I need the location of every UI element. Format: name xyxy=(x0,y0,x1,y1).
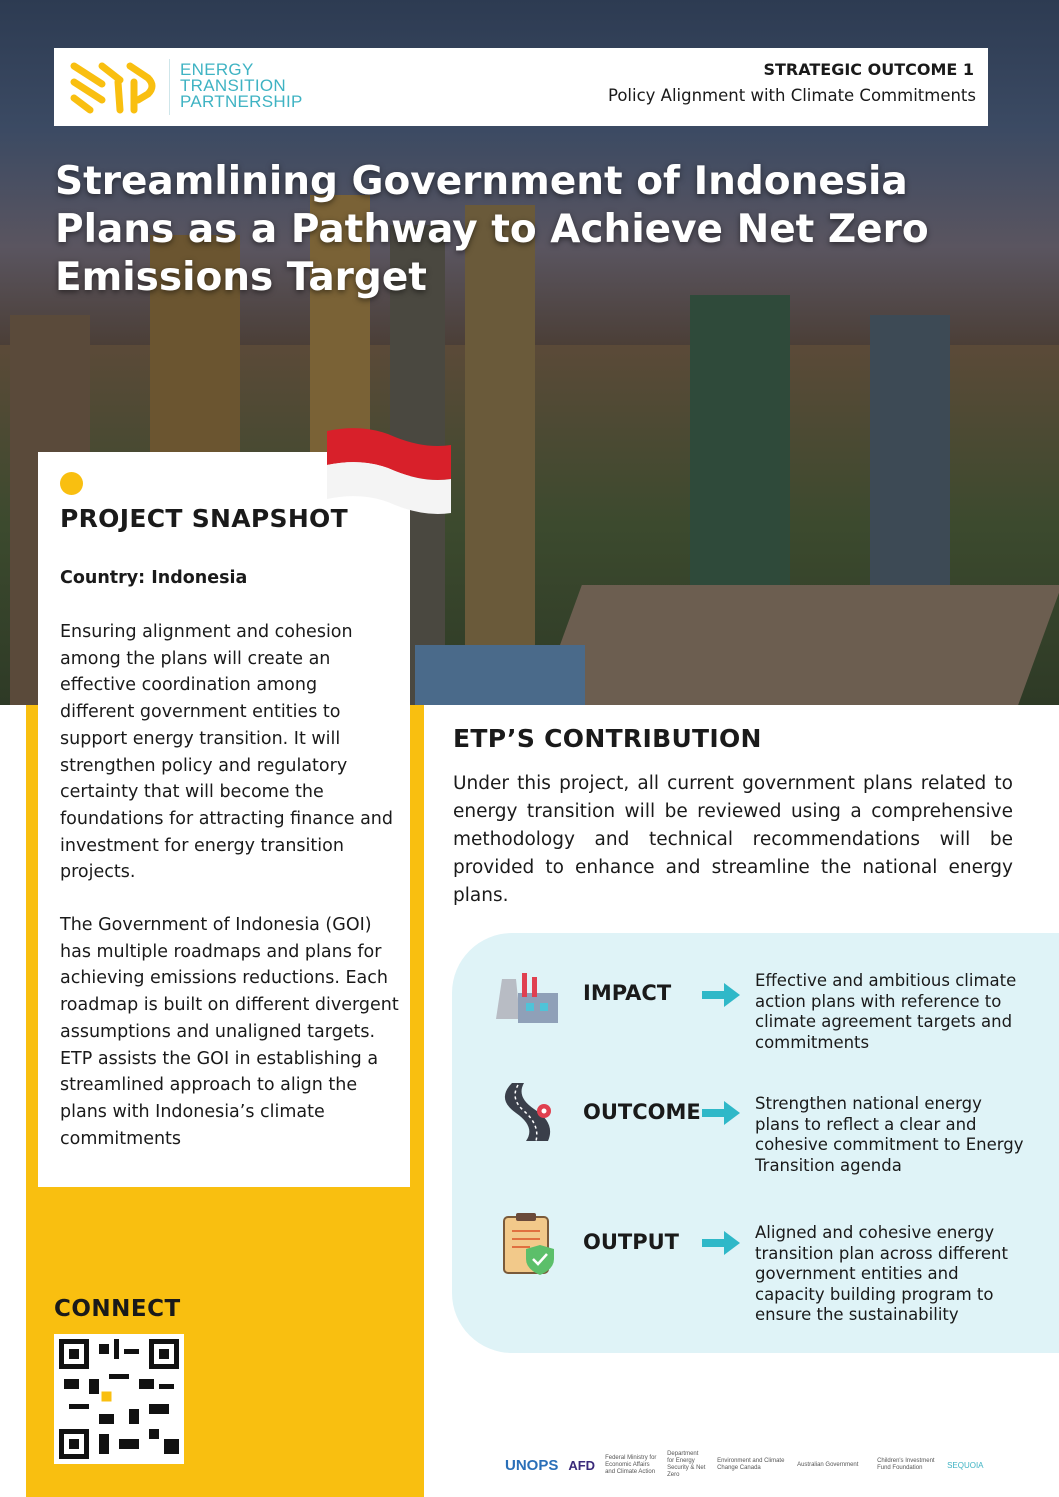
partner-canada: Environment and Climate Change Canada xyxy=(717,1458,785,1471)
arrow-right-icon xyxy=(702,1231,740,1255)
impact-description: Effective and ambitious climate action plans with reference to climate agreement targets and commitments xyxy=(755,971,1017,1052)
results-panel xyxy=(452,933,1059,1353)
contribution-text: Under this project, all current government plans related to energy transition will be reviewed using a comprehensive methodology and technical recommendations will be provided to enhance and streamline the national energy plans. xyxy=(453,773,1013,906)
qr-code[interactable] xyxy=(54,1334,184,1464)
output-description: Aligned and cohesive energy transition plan across different government entities and capacity building program to ensure the sustainability xyxy=(755,1223,1008,1324)
indonesia-flag-icon xyxy=(325,423,453,519)
snapshot-paragraph-1: Ensuring alignment and cohesion among the plans will create an effective coordination among different government entities to support energy transition. It will strengthen policy and regulatory certainty that will become the foundations for attracting finance and investment for energy transition projects. xyxy=(60,622,393,883)
contribution-heading: ETP’S CONTRIBUTION xyxy=(453,724,762,753)
partner-bmwk: Federal Ministry for Economic Affairs and Climate Action xyxy=(605,1454,657,1475)
etp-logo-icon xyxy=(68,60,160,116)
partner-logos xyxy=(505,1445,1055,1485)
snapshot-heading: PROJECT SNAPSHOT xyxy=(60,504,348,533)
project-snapshot-card xyxy=(38,452,410,1187)
output-label: OUTPUT xyxy=(583,1230,679,1254)
country-label: Country: Indonesia xyxy=(60,568,248,588)
strategic-outcome-title: STRATEGIC OUTCOME 1 xyxy=(763,60,974,79)
road-pin-icon xyxy=(492,1079,562,1143)
logo-text: ENERGY TRANSITION PARTNERSHIP xyxy=(180,60,303,111)
arrow-right-icon xyxy=(702,983,740,1007)
outcome-description: Strengthen national energy plans to reflect a clear and cohesive commitment to Energy Transition agenda xyxy=(755,1094,1024,1175)
clipboard-shield-icon xyxy=(500,1211,560,1277)
snapshot-paragraph-2: The Government of Indonesia (GOI) has multiple roadmaps and plans for achieving emissions reductions. Each roadmap is built on different divergent assumptions and unaligned targets. ETP assists the GOI in establishing a streamlined approach to align the plans with Indonesia’s climate commitments xyxy=(60,915,399,1149)
arrow-right-icon xyxy=(702,1101,740,1125)
partner-unops: UNOPS xyxy=(505,1456,559,1474)
partner-desnz: Department for Energy Security & Net Zero xyxy=(667,1451,706,1478)
qr-code-icon xyxy=(59,1339,179,1459)
connect-heading: CONNECT xyxy=(54,1296,181,1322)
strategic-outcome-subtitle: Policy Alignment with Climate Commitments xyxy=(607,86,976,105)
logo-divider xyxy=(169,59,170,115)
partner-afd: AFD xyxy=(568,1457,596,1473)
impact-label: IMPACT xyxy=(583,981,672,1005)
factory-icon xyxy=(492,969,562,1029)
yellow-dot xyxy=(60,472,83,495)
page-title: Streamlining Government of Indonesia Plans as a Pathway to Achieve Net Zero Emissions Target xyxy=(55,159,929,300)
outcome-label: OUTCOME xyxy=(583,1100,701,1124)
partner-ciff: Children's Investment Fund Foundation xyxy=(877,1458,935,1471)
partner-australia: Australian Government xyxy=(797,1461,859,1468)
header-bar xyxy=(54,48,988,126)
partner-sequoia: SEQUOIA xyxy=(947,1460,984,1470)
